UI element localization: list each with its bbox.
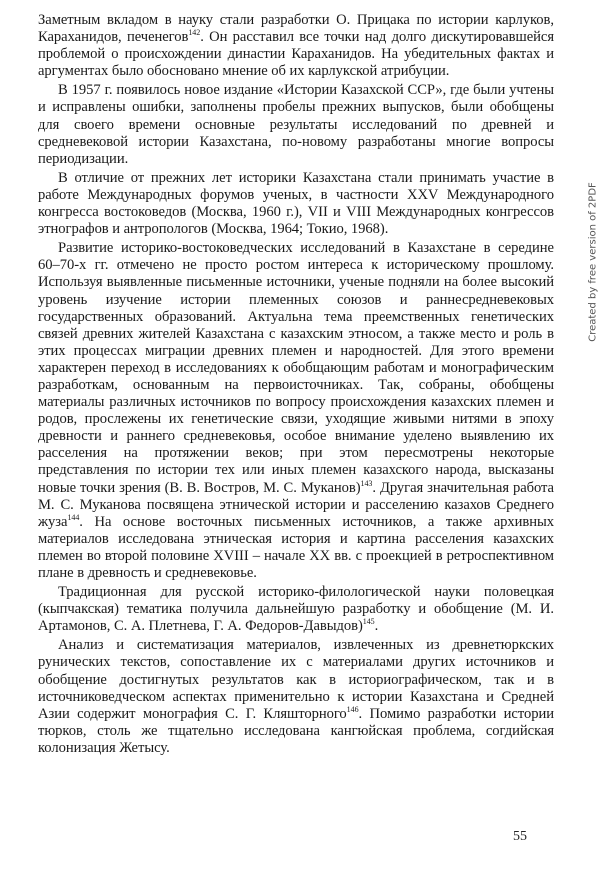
footnote-ref: 144 (67, 512, 80, 522)
body-text (38, 12, 554, 757)
page-number: 55 (513, 829, 527, 844)
footnote-ref: 145 (362, 617, 375, 627)
paragraph: Анализ и систематизация материалов, извлеченных из древнетюркских рунических текстов, сопоставление их с материалами других источников и обобщение достигнутых результатов как в историографическом, так и в источниковедческом аспектах применительно к истории Казахстана и Средней Азии содержит монография С. Г. Кляшторного$^{146}$. Помимо разработки истории тюрков, столь же тщательно исследована кангюйская проблема, согдийская колонизация Жетысу. (38, 637, 554, 756)
paragraph: В 1957 г. появилось новое издание «Истории Казахской ССР», где были учтены и исправлены ошибки, заполнены пробелы прежних выпусков, были обобщены для своего времени основные результаты исследований по древней и средневековой истории Казахстана, по-новому разработаны многие вопросы периодизации. (38, 82, 554, 167)
footnote-ref: 142 (188, 28, 201, 38)
paragraph: Развитие историко-востоковедческих исследований в Казахстане в середине 60–70-х гг. отмечено не просто ростом интереса к историческому прошлому. Используя выявленные письменные источники, ученые подняли на более высокий уровень изучение истории племенных союзов и раннесредневековых государственных образований. Актуальна тема преемственных генетических связей древних жителей Казахстана с казахским этносом, а также место и роль в этих процессах миграции древних племен и народностей. Для этого времени характерен переход в исследованиях к обобщающим работам и монографическим разработкам, основанным на первоисточниках. Так, собраны, обобщены материалы различных источников по вопросу происхождения казахских племен и родов, прослежены их генетические связи, уходящие живыми нитями в эпоху древности и раннего средневековья, особое внимание уделено выявлению их расселения на протяжении веков; при этом пересмотрены некоторые представления по истории тех или иных племен казахского народа, высказаны новые точки зрения (В. В. Востров, М. С. Муканов)$^{143}$. Другая значительная работа М. С. Муканова посвящена этнической истории и расселению казахов Среднего жуза$^{144}$. На основе восточных письменных источников, а также архивных материалов исследована этническая история и картина расселения казахских племен во второй половине XVIII – начале XX вв. с проекцией в ретроспективном плане в древность и средневековье. (38, 240, 554, 581)
footnote-ref: 143 (360, 478, 373, 488)
watermark-text: Created by free version of 2PDF (587, 182, 599, 342)
paragraph: Традиционная для русской историко-филологической науки половецкая (кыпчакская) тематика получила дальнейшую разработку и обобщение (М. И. Артамонов, С. А. Плетнева, Г. А. Федоров-Давыдов)$^{145}$. (38, 584, 554, 635)
paragraph: Заметным вкладом в науку стали разработки О. Прицака по истории карлуков, Караханидов, печенегов$^{142}$. Он расставил все точки над долго дискутировавшейся проблемой о происхождении династии Караханидов. На убедительных фактах и аргументах было обосновано мнение об их карлукской атрибуции. (38, 12, 554, 80)
paragraph: В отличие от прежних лет историки Казахстана стали принимать участие в работе Международных форумов ученых, в частности XXV Международного конгресса востоковедов (Москва, 1960 г.), VII и VIII Международных конгрессов этнографов и антропологов (Москва, 1964; Токио, 1968). (38, 169, 554, 238)
footnote-ref: 146 (346, 704, 359, 714)
watermark (583, 172, 600, 352)
